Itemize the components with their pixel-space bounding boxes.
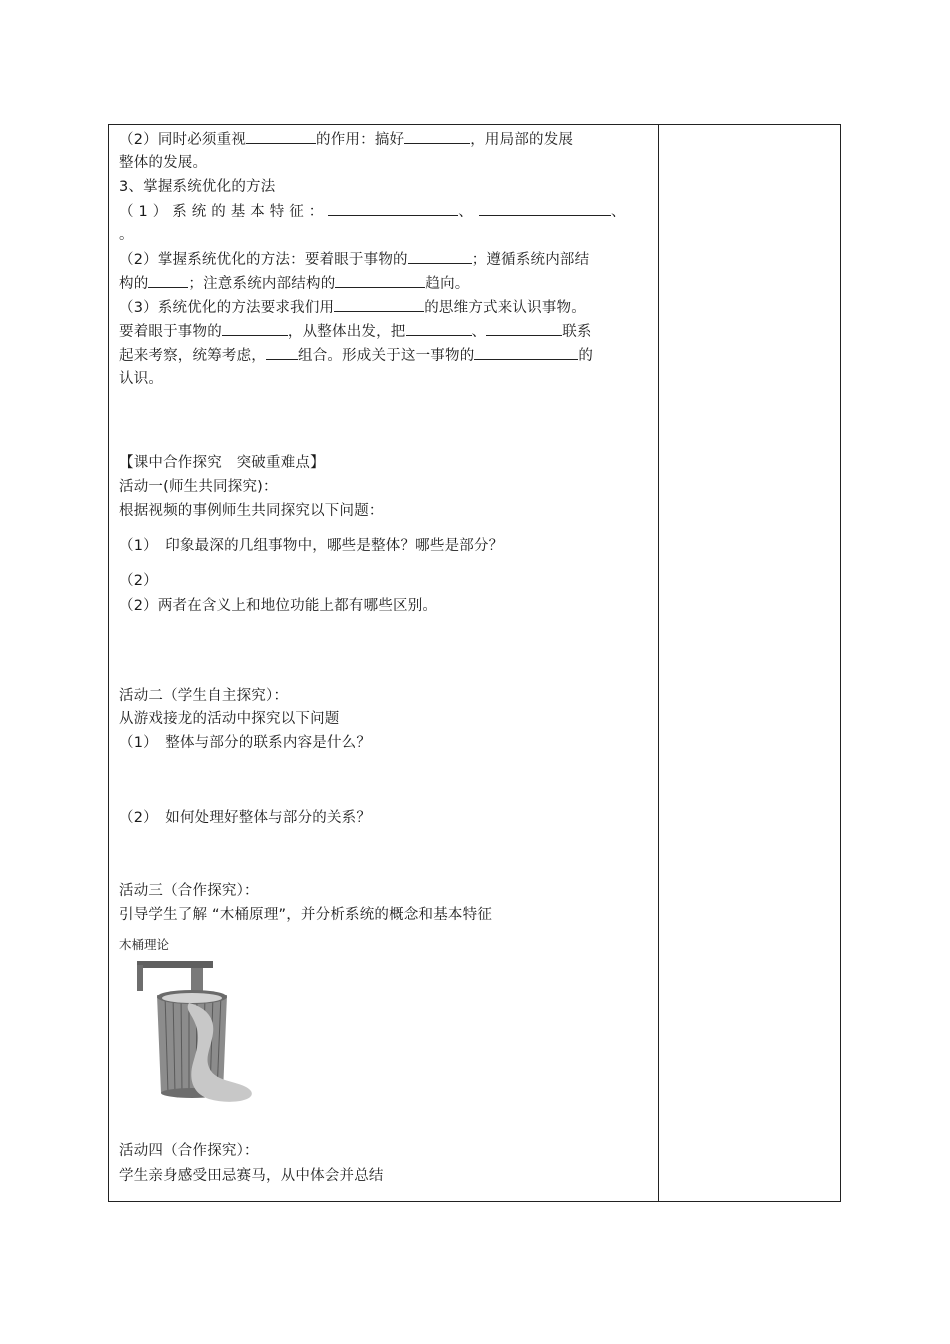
- wooden-barrel-image: [119, 951, 269, 1111]
- barrel-handle-post: [137, 965, 143, 991]
- figure-title: 木桶理论: [119, 937, 170, 952]
- activity-title: 活动一(师生共同探究)：: [119, 479, 278, 495]
- text-line: （2）掌握系统优化的方法：要着眼于事物的 ；遵循系统内部结: [119, 249, 649, 270]
- fill-blank[interactable]: [148, 273, 188, 288]
- text-line: （2）同时必须重视 的作用：搞好 ，用局部的发展: [119, 129, 649, 150]
- text-line: （1）系统的基本特征： 、 、: [119, 201, 649, 222]
- barrel-handle-bar: [137, 961, 213, 968]
- fill-blank[interactable]: [479, 201, 611, 216]
- question-item: （2） 如何处理好整体与部分的关系？: [119, 810, 372, 826]
- question-item: （1） 印象最深的几组事物中，哪些是整体？哪些是部分？: [119, 538, 504, 554]
- activity-title: 活动二（学生自主探究）：: [119, 688, 289, 704]
- fill-blank[interactable]: [406, 321, 472, 336]
- barrel-water-surface: [162, 993, 222, 1003]
- text-line: 引导学生了解 “木桶原理”，并分析系统的概念和基本特征: [119, 907, 493, 923]
- activity-title: 活动三（合作探究）：: [119, 883, 259, 899]
- fill-blank[interactable]: [328, 201, 458, 216]
- question-item: （2）两者在含义上和地位功能上都有哪些区别。: [119, 598, 438, 614]
- fill-blank[interactable]: [408, 249, 472, 264]
- fill-blank[interactable]: [334, 297, 424, 312]
- text-line: 认识。: [119, 371, 164, 387]
- fill-blank[interactable]: [266, 345, 298, 360]
- fill-blank[interactable]: [404, 129, 470, 144]
- question-item: （1） 整体与部分的联系内容是什么？: [119, 735, 372, 751]
- fill-blank[interactable]: [486, 321, 562, 336]
- text-line: 从游戏接龙的活动中探究以下问题: [119, 711, 340, 727]
- text-line: 3、掌握系统优化的方法: [119, 179, 276, 195]
- section-heading: 【课中合作探究 突破重难点】: [119, 455, 325, 471]
- fill-blank[interactable]: [222, 321, 288, 336]
- text-line: 构的 ；注意系统内部结构的 趋向。: [119, 273, 649, 294]
- text-line: 根据视频的事例师生共同探究以下问题：: [119, 503, 384, 519]
- text-line: 起来考察，统筹考虑， 组合。形成关于这一事物的 的: [119, 345, 649, 366]
- fill-blank[interactable]: [474, 345, 578, 360]
- worksheet-table: [108, 124, 841, 1202]
- text-line: （3）系统优化的方法要求我们用 的思维方式来认识事物。: [119, 297, 649, 318]
- barrel-figure: [119, 937, 269, 1107]
- fill-blank[interactable]: [335, 273, 425, 288]
- text-line: 学生亲身感受田忌赛马，从中体会并总结: [119, 1168, 384, 1184]
- column-divider: [658, 125, 659, 1201]
- text-line: 整体的发展。: [119, 155, 208, 171]
- activity-title: 活动四（合作探究）：: [119, 1143, 259, 1159]
- fill-blank[interactable]: [246, 129, 316, 144]
- question-item: （2）: [119, 573, 158, 589]
- main-content-cell: [109, 125, 658, 1201]
- text-line: 。: [119, 227, 134, 243]
- text-line: 要着眼于事物的 ，从整体出发，把 、 联系: [119, 321, 649, 342]
